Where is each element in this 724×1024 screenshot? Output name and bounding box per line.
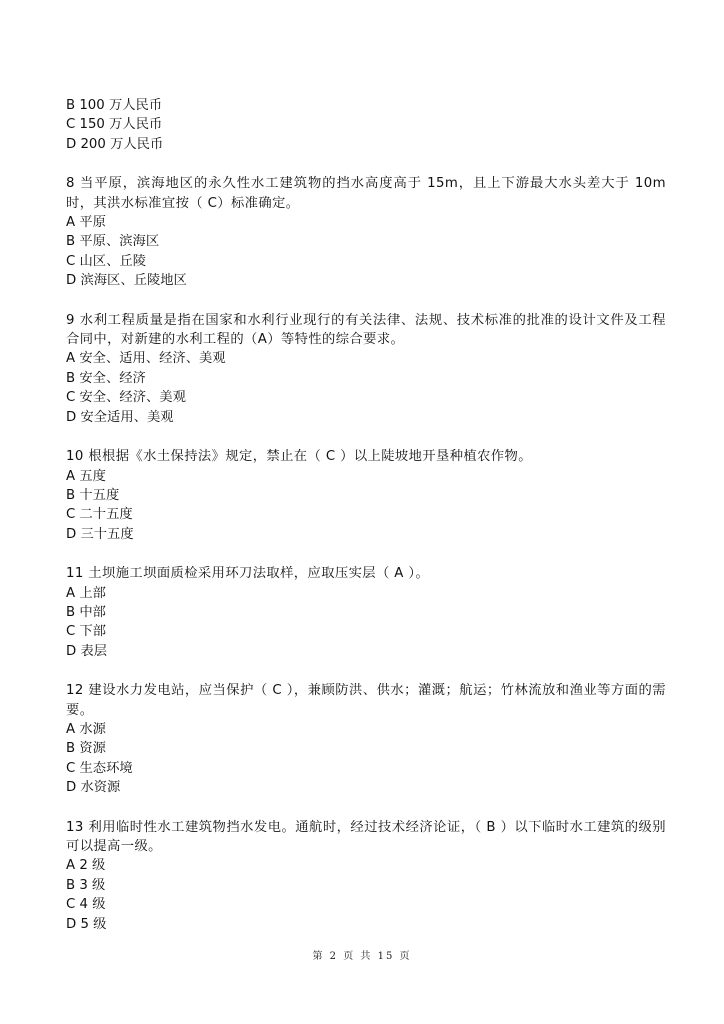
- question-11: [66, 564, 666, 661]
- question-text: 11 土坝施工坝面质检采用环刀法取样，应取压实层（ A ）。: [66, 566, 430, 582]
- option: A 上部: [66, 585, 106, 601]
- question-13: [66, 818, 666, 934]
- option: D 5 级: [66, 916, 107, 932]
- option: D 安全适用、美观: [66, 409, 174, 425]
- option: C 二十五度: [66, 507, 133, 523]
- option: B 3 级: [66, 877, 106, 893]
- option: D 三十五度: [66, 526, 134, 542]
- option: A 安全、适用、经济、美观: [66, 351, 226, 367]
- option: B 100 万人民币: [66, 98, 163, 113]
- option: D 水资源: [66, 780, 121, 796]
- option: B 安全、经济: [66, 370, 146, 386]
- option: C 4 级: [66, 897, 106, 913]
- question-text: 9 水利工程质量是指在国家和水利行业现行的有关法律、法规、技术标准的批准的设计文件及工程合同中，对新建的水利工程的（A）等特性的综合要求。: [66, 312, 666, 348]
- option: B 中部: [66, 604, 106, 620]
- option: C 下部: [66, 624, 107, 640]
- question-9: [66, 311, 666, 427]
- question-12: [66, 681, 666, 797]
- option: C 150 万人民币: [66, 117, 163, 133]
- continued-options: [66, 96, 666, 154]
- question-8: [66, 174, 666, 290]
- page-number-footer: 第 2 页 共 15 页: [312, 951, 412, 962]
- document-body: [66, 96, 666, 934]
- option: B 平原、滨海区: [66, 234, 160, 250]
- option: A 2 级: [66, 858, 106, 874]
- option: D 滨海区、丘陵地区: [66, 273, 187, 289]
- option: D 200 万人民币: [66, 136, 164, 152]
- question-10: [66, 447, 666, 544]
- option: C 生态环境: [66, 760, 133, 776]
- option: B 十五度: [66, 487, 120, 503]
- question-text: 12 建设水力发电站，应当保护（ C ），兼顾防洪、供水；灌溉；航运；竹林流放和渔业等方面的需要。: [66, 683, 666, 718]
- option: A 水源: [66, 721, 106, 737]
- question-text: 10 根根据《水土保持法》规定，禁止在（ C ）以上陡坡地开垦种植农作物。: [66, 449, 532, 465]
- option: B 资源: [66, 741, 106, 757]
- question-text: 8 当平原，滨海地区的永久性水工建筑物的挡水高度高于 15m，且上下游最大水头差大于 10m 时，其洪水标准宜按（ C）标准确定。: [66, 176, 666, 211]
- option: A 平原: [66, 215, 106, 231]
- option: C 安全、经济、美观: [66, 390, 186, 406]
- option: C 山区、丘陵: [66, 253, 146, 269]
- option: D 表层: [66, 643, 108, 659]
- option: A 五度: [66, 468, 106, 484]
- question-text: 13 利用临时性水工建筑物挡水发电。通航时，经过技术经济论证，（ B ）以下临时水工建筑的级别可以提高一级。: [66, 819, 666, 854]
